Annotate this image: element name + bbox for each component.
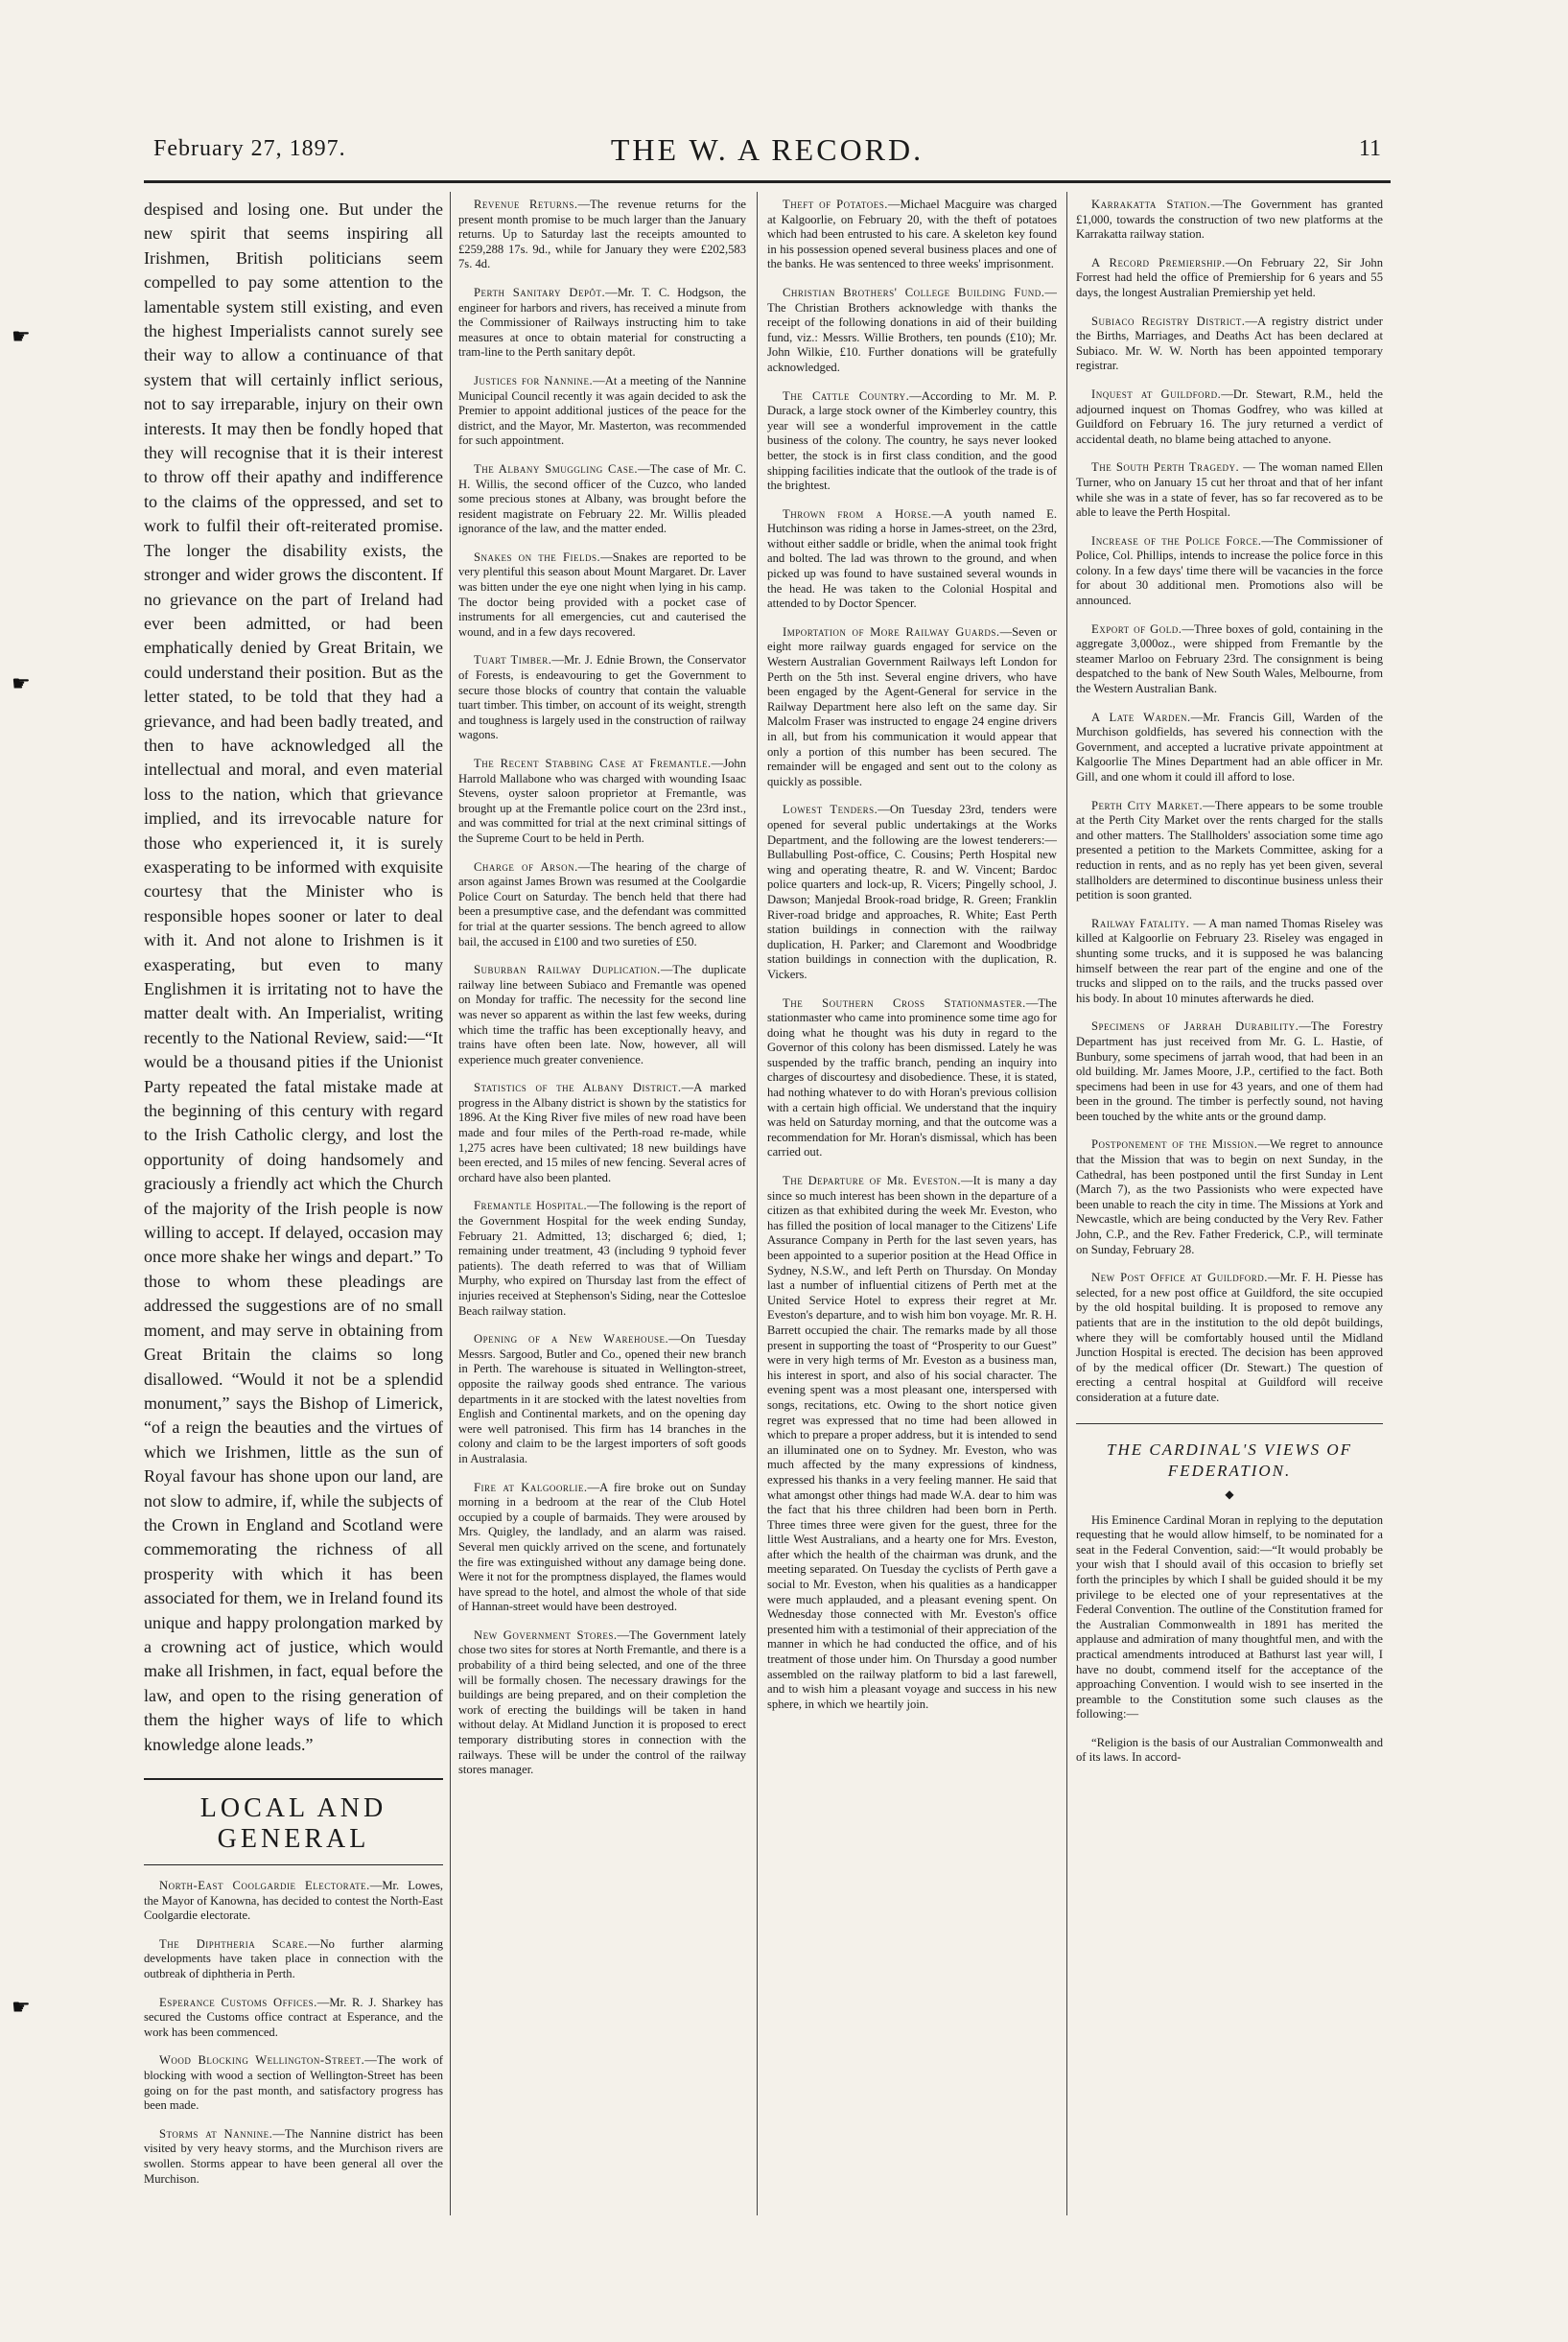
news-item-heading: The Southern Cross Stationmaster. bbox=[783, 995, 1026, 1010]
news-item bbox=[144, 2127, 443, 2187]
news-item bbox=[458, 1081, 746, 1185]
news-item bbox=[1076, 198, 1383, 243]
news-item bbox=[458, 198, 746, 272]
news-item-heading: Karrakatta Station. bbox=[1091, 198, 1211, 211]
news-items bbox=[458, 198, 746, 1778]
news-item bbox=[458, 1199, 746, 1319]
news-item bbox=[144, 1937, 443, 1982]
news-item bbox=[458, 462, 746, 537]
column-rule bbox=[1066, 192, 1067, 2215]
issue-date: February 27, 1897. bbox=[153, 136, 346, 161]
column-2 bbox=[458, 198, 746, 2231]
news-item bbox=[458, 963, 746, 1067]
column-1 bbox=[144, 198, 443, 2212]
news-item bbox=[1076, 711, 1383, 785]
news-item-heading: Postponement of the Mission. bbox=[1091, 1137, 1258, 1152]
news-item bbox=[1076, 622, 1383, 697]
news-item-text: —Seven or eight more railway guards engaged for service on the Western Australian Government Railways left London for Perth on the 5th inst. Several engine drivers, who have been engaged by the Agent-General for service in the Railway Department here also left on the same day. Sir Malcolm Fraser was instructed to engage 24 engine drivers in all, but from his communication it would appear that only a portion of this number has been secured. The remainder will be engaged and sent out to the colony as quickly as possible. bbox=[767, 624, 1057, 788]
news-item bbox=[1076, 256, 1383, 301]
news-item-text: —The Christian Brothers acknowledge with thanks the receipt of the following donations in aid of their building fund, viz.: Messrs. Willie Brothers, ten pounds (£10); Mr. John Wilkie, £10. Further donations will be gratefully acknowledged. bbox=[767, 285, 1057, 374]
news-item-text: —The Forestry Department has just received from Mr. G. L. Hastie, of Bunbury, some specimens of jarrah wood, that had been in an old building. Mr. James Moore, J.P., certified to the fact. Both specimens had been in use for 43 years, and one of them had been in the ground. The timber is perfectly sound, not having been touched by the white ants or the ground damp. bbox=[1076, 1019, 1383, 1123]
news-item-text: —Mr. T. C. Hodgson, the engineer for harbors and rivers, has received a minute from the Commissioner of Railways instructing him to take measures at once to obtain material for constructing a tram-line to the Perth sanitary depôt. bbox=[458, 285, 746, 360]
article-divider bbox=[1076, 1423, 1383, 1424]
news-item-text: —Dr. Stewart, R.M., held the adjourned inquest on Thomas Godfrey, who was killed at Guildford on February 16. The jury returned a verdict of accidental death, no blame being attached to anyone. bbox=[1076, 386, 1383, 446]
news-item-heading: Christian Brothers' College Building Fund. bbox=[783, 285, 1045, 299]
news-item-text: — A man named Thomas Riseley was killed at Kalgoorlie on February 23. Riseley was engaged in shunting some trucks, and it is supposed he was balancing himself between the rear part of the engine and one of the trucks and slipped on to the rails, and the trucks passed over his body. In about 10 minutes afterwards he died. bbox=[1076, 916, 1383, 1005]
news-item bbox=[767, 625, 1057, 790]
news-item bbox=[767, 389, 1057, 494]
news-item-heading: The South Perth Tragedy. bbox=[1091, 460, 1240, 475]
news-item-text: —The stationmaster who came into prominence some time ago for doing what he thought was his duty in regard to the Governor of this colony has been dismissed. Lately he was suspended by the traffic branch, pending an inquiry into charges of discourtesy and disobedience. These, it is stated, had nothing whatever to do with Horan's previous collision with a certain high official. We understand that the inquiry was held on Saturday morning, and that the outcome was a recommendation for Mr. Horan's dismissal, which has been carried out. bbox=[767, 995, 1057, 1159]
news-item-heading: A Late Warden. bbox=[1091, 710, 1191, 724]
section-divider bbox=[144, 1864, 443, 1865]
news-item bbox=[1076, 1271, 1383, 1405]
news-item-text: —According to Mr. M. P. Durack, a large stock owner of the Kimberley country, this year will see a wonderful improvement in the cattle business of the colony. The country, he says never looked better, the stock is in first class condition, and the good shipping facilities indicate that the outlook of the trade is of the brightest. bbox=[767, 388, 1057, 493]
news-item-text: —Mr. J. Ednie Brown, the Conservator of Forests, is endeavouring to get the Government to secure those blocks of country that contain the valuable tuart timber. This timber, on account of its weight, strength and toughness is largely used in the construction of railway wagons. bbox=[458, 653, 746, 742]
news-item bbox=[144, 1996, 443, 2041]
news-item-text: —A youth named E. Hutchinson was riding a horse in James-street, on the 23rd, without either saddle or bridle, when the animal took fright and bolted. The lad was thrown to the ground, and when picked up was found to have sustained several wounds in the head. He was taken to the Colonial Hospital and attended to by Doctor Spencer. bbox=[767, 506, 1057, 611]
news-item-text: —Mr. R. J. Sharkey has secured the Customs office contract at Esperance, and the work has been commenced. bbox=[144, 1995, 443, 2039]
news-item-heading: Subiaco Registry District. bbox=[1091, 314, 1246, 328]
news-item bbox=[1076, 534, 1383, 609]
news-item-text: —On February 22, Sir John Forrest had held the office of Premiership for 6 years and 55 days, the longest Australian Premiership yet held. bbox=[1076, 255, 1383, 299]
news-item-text: —It is many a day since so much interest has been shown in the departure of a citizen as that exhibited during the week Mr. Eveston, who has filled the position of local manager to the Citizens' Life Assurance Company in Perth for the last seven years, has been appointed to a superior position at the Head Office in Sydney, N.S.W., and left Perth on Thursday. On Monday last a number of influential citizens of Perth met at the United Service Hotel to express their regret at Mr. Eveston's departure, and to wish him bon voyage. Mr. R. H. Barrett occupied the chair. The remarks made by all those present in supporting the toast of “Prosperity to our Guest” were in very high terms of Mr. Eveston as a business man, his interest in sport, and also of his social character. The evening spent was a most pleasant one, interspersed with songs, recitations, etc. Owing to the short notice given regret was expressed that no time had been allowed in which to prepare a proper address, but it is intended to send an illuminated one on to Sydney. Mr. Eveston, who was much affected by the many expressions of kindness, expressed his thanks in a very feeling manner. He said that what amongst other things had made W.A. dear to him was the fact that his three children had been born in Perth. Three times three were given for the guest, three for the little West Australians, and a hearty one for Mrs. Eveston, after which the health of the chairman was drunk, and the meeting separated. On Tuesday the cyclists of Perth gave a social to Mr. Eveston, when his qualities as a handicapper were much applauded, and a pleasant evening spent. On Wednesday those connected with Mr. Eveston's office presented him with a testimonial of their appreciation of the manner in which he had conducted the office, and of his treatment of those under him. On Thursday a good number assembled on the railway platform to bid a last farewell, and to wish him a pleasant voyage and success in his new sphere, in which we heartily join. bbox=[767, 1174, 1057, 1711]
news-item-heading: Increase of the Police Force. bbox=[1091, 533, 1262, 548]
news-item bbox=[767, 198, 1057, 272]
news-item-text: —The following is the report of the Government Hospital for the week ending Sunday, February 21. Admitted, 13; discharged 6; died, 1; remaining under treatment, 43 (including 9 typhoid fever patients). The death referred to was that of William Murphy, who expired on Thursday last from the effect of injuries received at Stephenson's Siding, near the Cottesloe Beach railway station. bbox=[458, 1199, 746, 1318]
news-item bbox=[458, 1332, 746, 1466]
section-divider bbox=[144, 1778, 443, 1780]
news-item bbox=[458, 860, 746, 950]
news-item-heading: New Post Office at Guildford. bbox=[1091, 1271, 1268, 1285]
news-item-text: —At a meeting of the Nannine Municipal Council recently it was again decided to ask the Premier to appoint additional justices of the peace for the district, and the Mayor, Mr. Masterton, was recommended for such appointment. bbox=[458, 373, 746, 448]
article-paragraph: “Religion is the basis of our Australian Commonwealth and of its laws. In accord- bbox=[1076, 1735, 1383, 1765]
news-item-text: —The Nannine district has been visited by very heavy storms, and the Murchison rivers are swollen. Storms appear to have been general all over the Murchison. bbox=[144, 2126, 443, 2186]
news-item-heading: The Cattle Country. bbox=[783, 388, 910, 403]
news-item-text: —Mr. Francis Gill, Warden of the Murchison goldfields, has severed his connection with the Government, and accepted a lucrative private appointment at Kalgoorlie The Mines Department had an able officer in Mr. Gill, and one whom it could ill afford to lose. bbox=[1076, 710, 1383, 784]
page-header bbox=[144, 132, 1391, 183]
news-item bbox=[458, 1481, 746, 1615]
column-rule bbox=[757, 192, 758, 2215]
news-item-text: —The Government lately chose two sites for stores at North Fremantle, and there is a probability of a third being selected, and one of the three will be formally chosen. The necessary drawings for the buildings are being prepared, and on their completion the work of erecting the buildings will be taken in hand without delay. At Midland Junction it is proposed to erect temporary distributing stores in connection with the railways. These will be under the control of the railway stores manager. bbox=[458, 1628, 746, 1777]
news-item-text: —Mr. Lowes, the Mayor of Kanowna, has decided to contest the North-East Coolgardie electorate. bbox=[144, 1879, 443, 1923]
news-item bbox=[767, 286, 1057, 376]
news-item-text: —Snakes are reported to be very plentiful this season about Mount Margaret. Dr. Laver was bitten under the eye one night when lying in his camp. The doctor being provided with a pocket case of instruments for all emergencies, cut and cauterised the wound, and in a few days recovered. bbox=[458, 550, 746, 639]
editorial-text: despised and losing one. But under the new spirit that seems inspiring all Irishmen, British politicians seem compelled to pay some attention to the lamentable system still existing, and even the highest Imperialists cannot surely see their way to allow a continuance of that system that will certainly inflict serious, not to say irreparable, injury on their own interests. It may then be fondly hoped that they will recognise that it is their interest to throw off their apathy and indifference to the claims of the oppressed, and set to work to fulfil their oft-reiterated promise. The longer the disability exists, the stronger and wider grows the discontent. If no grievance on the part of Ireland had ever been admitted, or had been emphatically denied by Great Britain, we could understand their position. But as the letter stated, to be told that they had a grievance, and had been badly treated, and then to have acknowledged all the intellectual and moral, and even material loss to the nation, which that grievance implied, and its irrevocable nature for those who experienced it, it is surely exasperating to be informed with exquisite courtesy that the Minister who is responsible hopes sooner or later to deal with it. And not alone to Irishmen is it exasperating, but even to many Englishmen it is irritating not to have the matter dealt with. An Imperialist, writing recently to the National Review, said:—“It would be a thousand pities if the Unionist Party repeated the fatal mistake made at the beginning of this century with regard to the Irish Catholic clergy, and lost the opportunity of doing handsomely and graciously a friendly act which the Church of the majority of the Irish people is now willing to accept. If delayed, occasion may once more shake her wings and depart.” To those to whom these pleadings are addressed the suggestions are of no small moment, and may serve in obtaining from Great Britain the claims so long disallowed. “Would it not be a splendid monument,” says the Bishop of Limerick, “of a reign the beauties and the virtues of which we Irishmen, little as the sun of Royal favour has shone upon our land, are not slow to admire, if, while the subjects of the Crown in England and Scotland were commemorating the richness of all prosperity with which it has been associated for them, we in Ireland found its unique and happy prolongation marked by a crowning act of justice, which would make all Irishmen, in fact, equal before the law, and open to the rising generation of them the higher ways of life to which knowledge alone leads.” bbox=[144, 199, 443, 1754]
news-item-text: —The revenue returns for the present month promise to be much larger than the January returns. Up to Saturday last the receipts amounted to £259,288 17s. 9d., while for January they were £202,583 7s. 4d. bbox=[458, 198, 746, 271]
news-item-text: —On Tuesday Messrs. Sargood, Butler and Co., opened their new branch in Perth. The warehouse is situated in Wellington-street, opposite the railway goods shed entrance. The various departments in it are stocked with the latest novelties from English and Continental markets, and on the opening day were well patronised. This firm has 14 branches in the colony and claim to be the largest importers of soft goods in Australasia. bbox=[458, 1332, 746, 1465]
news-items bbox=[1076, 198, 1383, 1406]
news-item bbox=[458, 374, 746, 449]
ornament-icon: ◆ bbox=[1225, 1487, 1234, 1501]
news-item-text: —John Harrold Mallabone who was charged with wounding Isaac Stevens, oyster saloon proprietor at Fremantle, was brought up at the Fremantle police court on the 23rd inst., and was committed for trial at the next criminal sittings of the Supreme Court to be held in Perth. bbox=[458, 757, 746, 845]
news-item-text: —A fire broke out on Sunday morning in a bedroom at the rear of the Club Hotel occupied by a couple of barmaids. They were aroused by Mrs. Quigley, the landlady, and an alarm was raised. Several men quickly arrived on the scene, and fortunately the fire was extinguished without any damage being done. Were it not for the promptness displayed, the flames would have spread to the hotel, and almost the whole of that side of Hannan-street would have been destroyed. bbox=[458, 1480, 746, 1614]
section-title: LOCAL AND GENERAL bbox=[199, 1793, 387, 1854]
news-item-heading: Opening of a New Warehouse. bbox=[474, 1332, 669, 1347]
news-item-text: — The woman named Ellen Turner, who on January 15 cut her throat and that of her infant while she was in a state of fever, has so far recovered as to be able to leave the Perth Hospital. bbox=[1076, 460, 1383, 520]
news-item-heading: Thrown from a Horse. bbox=[783, 506, 932, 521]
news-item-heading: Railway Fatality. bbox=[1091, 916, 1190, 930]
news-items bbox=[767, 198, 1057, 1712]
news-item-text: —The duplicate railway line between Subiaco and Fremantle was opened on Monday for traffic. The necessity for the second line was never so apparent as within the last few weeks, during which time the traffic has been exceptionally heavy, and trains have often been late. Now, however, all will experience much greater convenience. bbox=[458, 963, 746, 1066]
column-rule bbox=[450, 192, 451, 2215]
news-item-heading: Wood Blocking Wellington-Street. bbox=[159, 2053, 365, 2068]
news-item-heading: Specimens of Jarrah Durability. bbox=[1091, 1019, 1299, 1034]
news-item bbox=[458, 757, 746, 847]
news-item-text: —The work of blocking with wood a section of Wellington-Street has been going on for the past month, and satisfactory progress has been made. bbox=[144, 2053, 443, 2113]
news-item-heading: Tuart Timber. bbox=[474, 653, 552, 667]
news-item-heading: Importation of More Railway Guards. bbox=[783, 624, 1000, 639]
news-item-heading: North-East Coolgardie Electorate. bbox=[159, 1879, 370, 1892]
news-item-heading: Suburban Railway Duplication. bbox=[474, 963, 661, 977]
news-item-heading: A Record Premiership. bbox=[1091, 255, 1226, 269]
news-item bbox=[144, 1879, 443, 1924]
news-item-heading: Fremantle Hospital. bbox=[474, 1199, 588, 1213]
news-item-text: —The Government has granted £1,000, towards the construction of two new platforms at the Karrakatta railway station. bbox=[1076, 198, 1383, 242]
news-item-text: —Michael Macguire was charged at Kalgoorlie, on February 20, with the theft of potatoes which had been entrusted to his care. A skeleton key found in his possession opened several business places and one of the banks. He was sentenced to three weeks' imprisonment. bbox=[767, 198, 1057, 271]
news-item bbox=[1076, 387, 1383, 447]
news-item bbox=[1076, 917, 1383, 1007]
news-item-heading: Export of Gold. bbox=[1091, 621, 1182, 636]
news-item-text: —A registry district under the Births, Marriages, and Deaths Act has been declared at Subiaco. Mr. W. W. North has been appointed temporary registrar. bbox=[1076, 314, 1383, 373]
news-item bbox=[458, 550, 746, 641]
news-item bbox=[767, 507, 1057, 612]
news-item-heading: Snakes on the Fields. bbox=[474, 550, 601, 564]
news-item-heading: The Albany Smuggling Case. bbox=[474, 461, 639, 476]
news-item-text: —The hearing of the charge of arson against James Brown was resumed at the Coolgardie Police Court on Saturday. The bench held that there had been a presumptive case, and the defendant was committed for trial at the quarter sessions. The bench agreed to allow bail, the accused in £100 and two sureties of £50. bbox=[458, 859, 746, 949]
news-item-text: —A marked progress in the Albany district is shown by the statistics for 1896. At the King River five miles of new road have been made and four miles of the Perth-road re-made, while 1,275 acres have been cultivated; 18 new buildings have been erected, and 15 miles of new fencing. Several acres of orchard have also been planted. bbox=[458, 1081, 746, 1184]
news-item bbox=[458, 286, 746, 361]
news-item-heading: Perth City Market. bbox=[1091, 798, 1204, 812]
news-item-heading: Theft of Potatoes. bbox=[783, 198, 888, 211]
news-item-text: —The Commissioner of Police, Col. Phillips, intends to increase the police force in this colony. In a few days' time there will be vacancies in the force for about 30 additional men. Promotions also will be announced. bbox=[1076, 533, 1383, 608]
news-item-heading: The Recent Stabbing Case at Fremantle. bbox=[474, 757, 712, 770]
news-item-heading: Esperance Customs Offices. bbox=[159, 1995, 317, 2009]
news-item bbox=[767, 996, 1057, 1161]
news-item bbox=[144, 2053, 443, 2113]
news-item-heading: The Departure of Mr. Eveston. bbox=[783, 1174, 961, 1188]
news-item-heading: Fire at Kalgoorlie. bbox=[474, 1480, 588, 1494]
news-item-heading: Justices for Nannine. bbox=[474, 373, 594, 387]
news-item bbox=[458, 1628, 746, 1778]
news-item-heading: Inquest at Guildford. bbox=[1091, 386, 1222, 401]
news-item bbox=[1076, 1137, 1383, 1257]
news-item-heading: Charge of Arson. bbox=[474, 859, 578, 874]
column-4 bbox=[1076, 198, 1383, 2231]
news-item-text: —No further alarming developments have taken place in connection with the outbreak of diphtheria in Perth. bbox=[144, 1936, 443, 1980]
pointing-hand-icon: ☛ bbox=[12, 324, 31, 348]
page-number: 11 bbox=[1358, 136, 1381, 161]
pointing-hand-icon: ☛ bbox=[12, 671, 31, 695]
news-item-heading: New Government Stores. bbox=[474, 1628, 618, 1642]
news-item bbox=[1076, 1019, 1383, 1124]
news-item bbox=[458, 653, 746, 743]
pointing-hand-icon: ☛ bbox=[12, 1995, 31, 2019]
news-item bbox=[1076, 460, 1383, 520]
news-item bbox=[767, 803, 1057, 982]
news-item-heading: The Diphtheria Scare. bbox=[159, 1936, 308, 1951]
news-item-text: —On Tuesday 23rd, tenders were opened for several public undertakings at the Works Department, and the following are the lowest tenderers:—Bullabulling Post-office, C. Cousins; Perth Hospital new wing and operating theatre, R. and W. Vincent; Bardoc police quarters and lock-up, R. Vicers; Pingelly school, J. Dawson; Manjedal Brook-road bridge, R. Green; Franklin River-road bridge and approaches, R. White; East Perth station buildings in connection with the railway duplication, H. Parker; and Claremont and Woodbridge station buildings in connection with the duplication, R. Vickers. bbox=[767, 803, 1057, 981]
news-item-heading: Revenue Returns. bbox=[474, 198, 578, 211]
masthead-title: THE W. A RECORD. bbox=[610, 132, 924, 167]
news-item-text: —The case of Mr. C. H. Willis, the second officer of the Cuzco, who landed some precious stones at Albany, was brought before the resident magistrate on February 22. Mr. Willis pleaded ignorance of the law, and the matter ended. bbox=[458, 461, 746, 536]
column-3 bbox=[767, 198, 1057, 2231]
news-item-heading: Perth Sanitary Depôt. bbox=[474, 285, 606, 299]
news-item-text: —There appears to be some trouble at the Perth City Market over the rents charged for the stalls and other matters. The Stallholders' association some time ago presented a petition to the Markets Committee, asking for a reduction in rents, and as no reply has yet been given, several stallholders are determined to discontinue business unless their petition is soon granted. bbox=[1076, 798, 1383, 902]
news-item-heading: Storms at Nannine. bbox=[159, 2126, 273, 2141]
news-item-text: —We regret to announce that the Mission that was to begin on next Sunday, in the Cathedral, has been postponed until the first Sunday in Lent (March 7), as the two Passionists who were expected have been unable to reach the city in time. The Missions at York and Newcastle, which are being conducted by the Very Rev. Father John, C.P., and the Rev. Father Frederick, C.P., will terminate on Sunday, February 28. bbox=[1076, 1137, 1383, 1256]
news-item-heading: Lowest Tenders. bbox=[783, 803, 878, 817]
news-item-text: —Three boxes of gold, containing in the aggregate 3,000oz., were shipped from Fremantle by the steamer Marloo on February 23rd. The consignment is being despatched to the bank of New South Wales, Melbourne, from the Western Australian Bank. bbox=[1076, 621, 1383, 696]
news-item bbox=[767, 1174, 1057, 1712]
article-title: THE CARDINAL'S VIEWS OF FEDERATION. bbox=[1107, 1440, 1352, 1480]
news-item-heading: Statistics of the Albany District. bbox=[474, 1081, 682, 1095]
news-item bbox=[1076, 315, 1383, 374]
news-items bbox=[144, 1879, 443, 2187]
article-paragraph: His Eminence Cardinal Moran in replying to the deputation requesting that he would allow himself, to be nominated for a seat in the Federal Convention, said:—“It would probably be your wish that I should avail of this occasion to briefly set forth the principles by which I shall be guided should it be my privilege to be elected one of your representatives at the Federal Convention. The outline of the Constitution framed for the Australian Commonwealth in 1891 has merited the applause and admiration of many thoughtful men, and with the practical amendments introduced at Bathurst last year will, I have no doubt, commend itself for the acceptance of the approaching Convention. I would wish to see inserted in the preamble to the Constitution some such clauses as the following:— bbox=[1076, 1512, 1383, 1721]
news-item-text: —Mr. F. H. Piesse has selected, for a new post office at Guildford, the site occupied by the old hospital building. It is proposed to remove any patients that are in the institution to the old depôt buildings, where they will be comfortably housed until the Midland Junction Hospital is erected. The decision has been approved of by the medical officer (Dr. Stewart.) The question of erecting a central hospital at Guildford will receive consideration at a future date. bbox=[1076, 1271, 1383, 1404]
news-item bbox=[1076, 799, 1383, 903]
